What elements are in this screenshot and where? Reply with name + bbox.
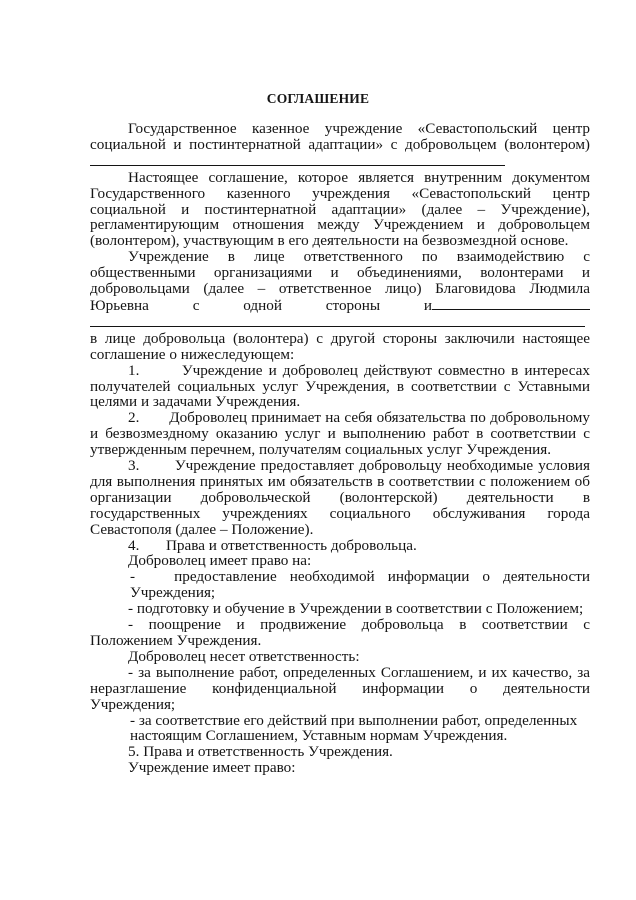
clause-1: 1. Учреждение и доброволец действуют совместно в интересах получателей социальных услуг Учреждения, в соответствии с Уставными целями и задачами Учреждения. [90, 361, 590, 411]
paragraph-parties: Государственное казенное учреждение «Севастопольский центр социальной и постинтернатной адаптации» с добровольцем (волонтером) [90, 121, 590, 170]
document-title: СОГЛАШЕНИЕ [266, 91, 370, 106]
paragraph-agreement: в лице добровольца (волонтера) с другой стороны заключили настоящее соглашение о нижеследующем: [90, 329, 590, 363]
volunteer-responsibility-compliance: - за соответствие его действий при выполнении работ, определенных [130, 711, 578, 729]
volunteer-right-information: - предоставление необходимой информации о деятельности Учреждения; [130, 568, 590, 602]
volunteer-responsibility-heading: Доброволец несет ответственность: [128, 647, 360, 665]
paragraph-purpose: Настоящее соглашение, которое является внутренним документом Государственного казенного учреждения «Севастопольский центр социальной и постинтернатной адаптации» (далее – Учреждение), регламентирующим отношения между Учреждением и добровольцем (волонтером), участвующим в его деятельности на безвозмездной основе. [90, 168, 590, 250]
clause-5-heading: 5. Права и ответственность Учреждения. [128, 743, 393, 761]
clause-3: 3. Учреждение предоставляет добровольцу необходимые условия для выполнения принятых им обязательств в соответствии с положением об организации добровольческой (волонтерской) деятельности в государственных учреждениях социального обслуживания города Севастополя (далее – Положение). [90, 457, 590, 538]
volunteer-rights-heading: Доброволец имеет право на: [128, 552, 312, 570]
party-blank[interactable] [432, 297, 590, 310]
document-body [90, 121, 590, 776]
volunteer-responsibility-work: - за выполнение работ, определенных Соглашением, и их качество, за неразглашение конфиденциальной информации о деятельности Учреждения; [90, 663, 590, 713]
volunteer-right-promotion: - поощрение и продвижение добровольца в соответствии с Положением Учреждения. [90, 616, 590, 649]
volunteer-right-training: - подготовку и обучение в Учреждении в соответствии с Положением; [128, 600, 584, 618]
clause-4-heading: 4. Права и ответственность добровольца. [128, 536, 417, 554]
clause-2: 2. Доброволец принимает на себя обязательства по добровольному и безвозмездному оказанию услуг и выполнению работ в соответствии с утвержденным перечнем, получателям социальных услуг Учреждения. [90, 409, 590, 459]
party-blank-2[interactable] [90, 314, 585, 327]
volunteer-name-blank[interactable] [90, 153, 505, 166]
volunteer-responsibility-compliance-cont: настоящим Соглашением, Уставным нормам Учреждения. [130, 727, 508, 745]
paragraph-representative: Учреждение в лице ответственного по взаимодействию с общественными организациями и объединениями, волонтерами и добровольцами (далее – ответственное лицо) Благовидова Людмила Юрьевна с одной стороны и [90, 249, 590, 331]
institution-rights-heading: Учреждение имеет право: [128, 759, 296, 777]
